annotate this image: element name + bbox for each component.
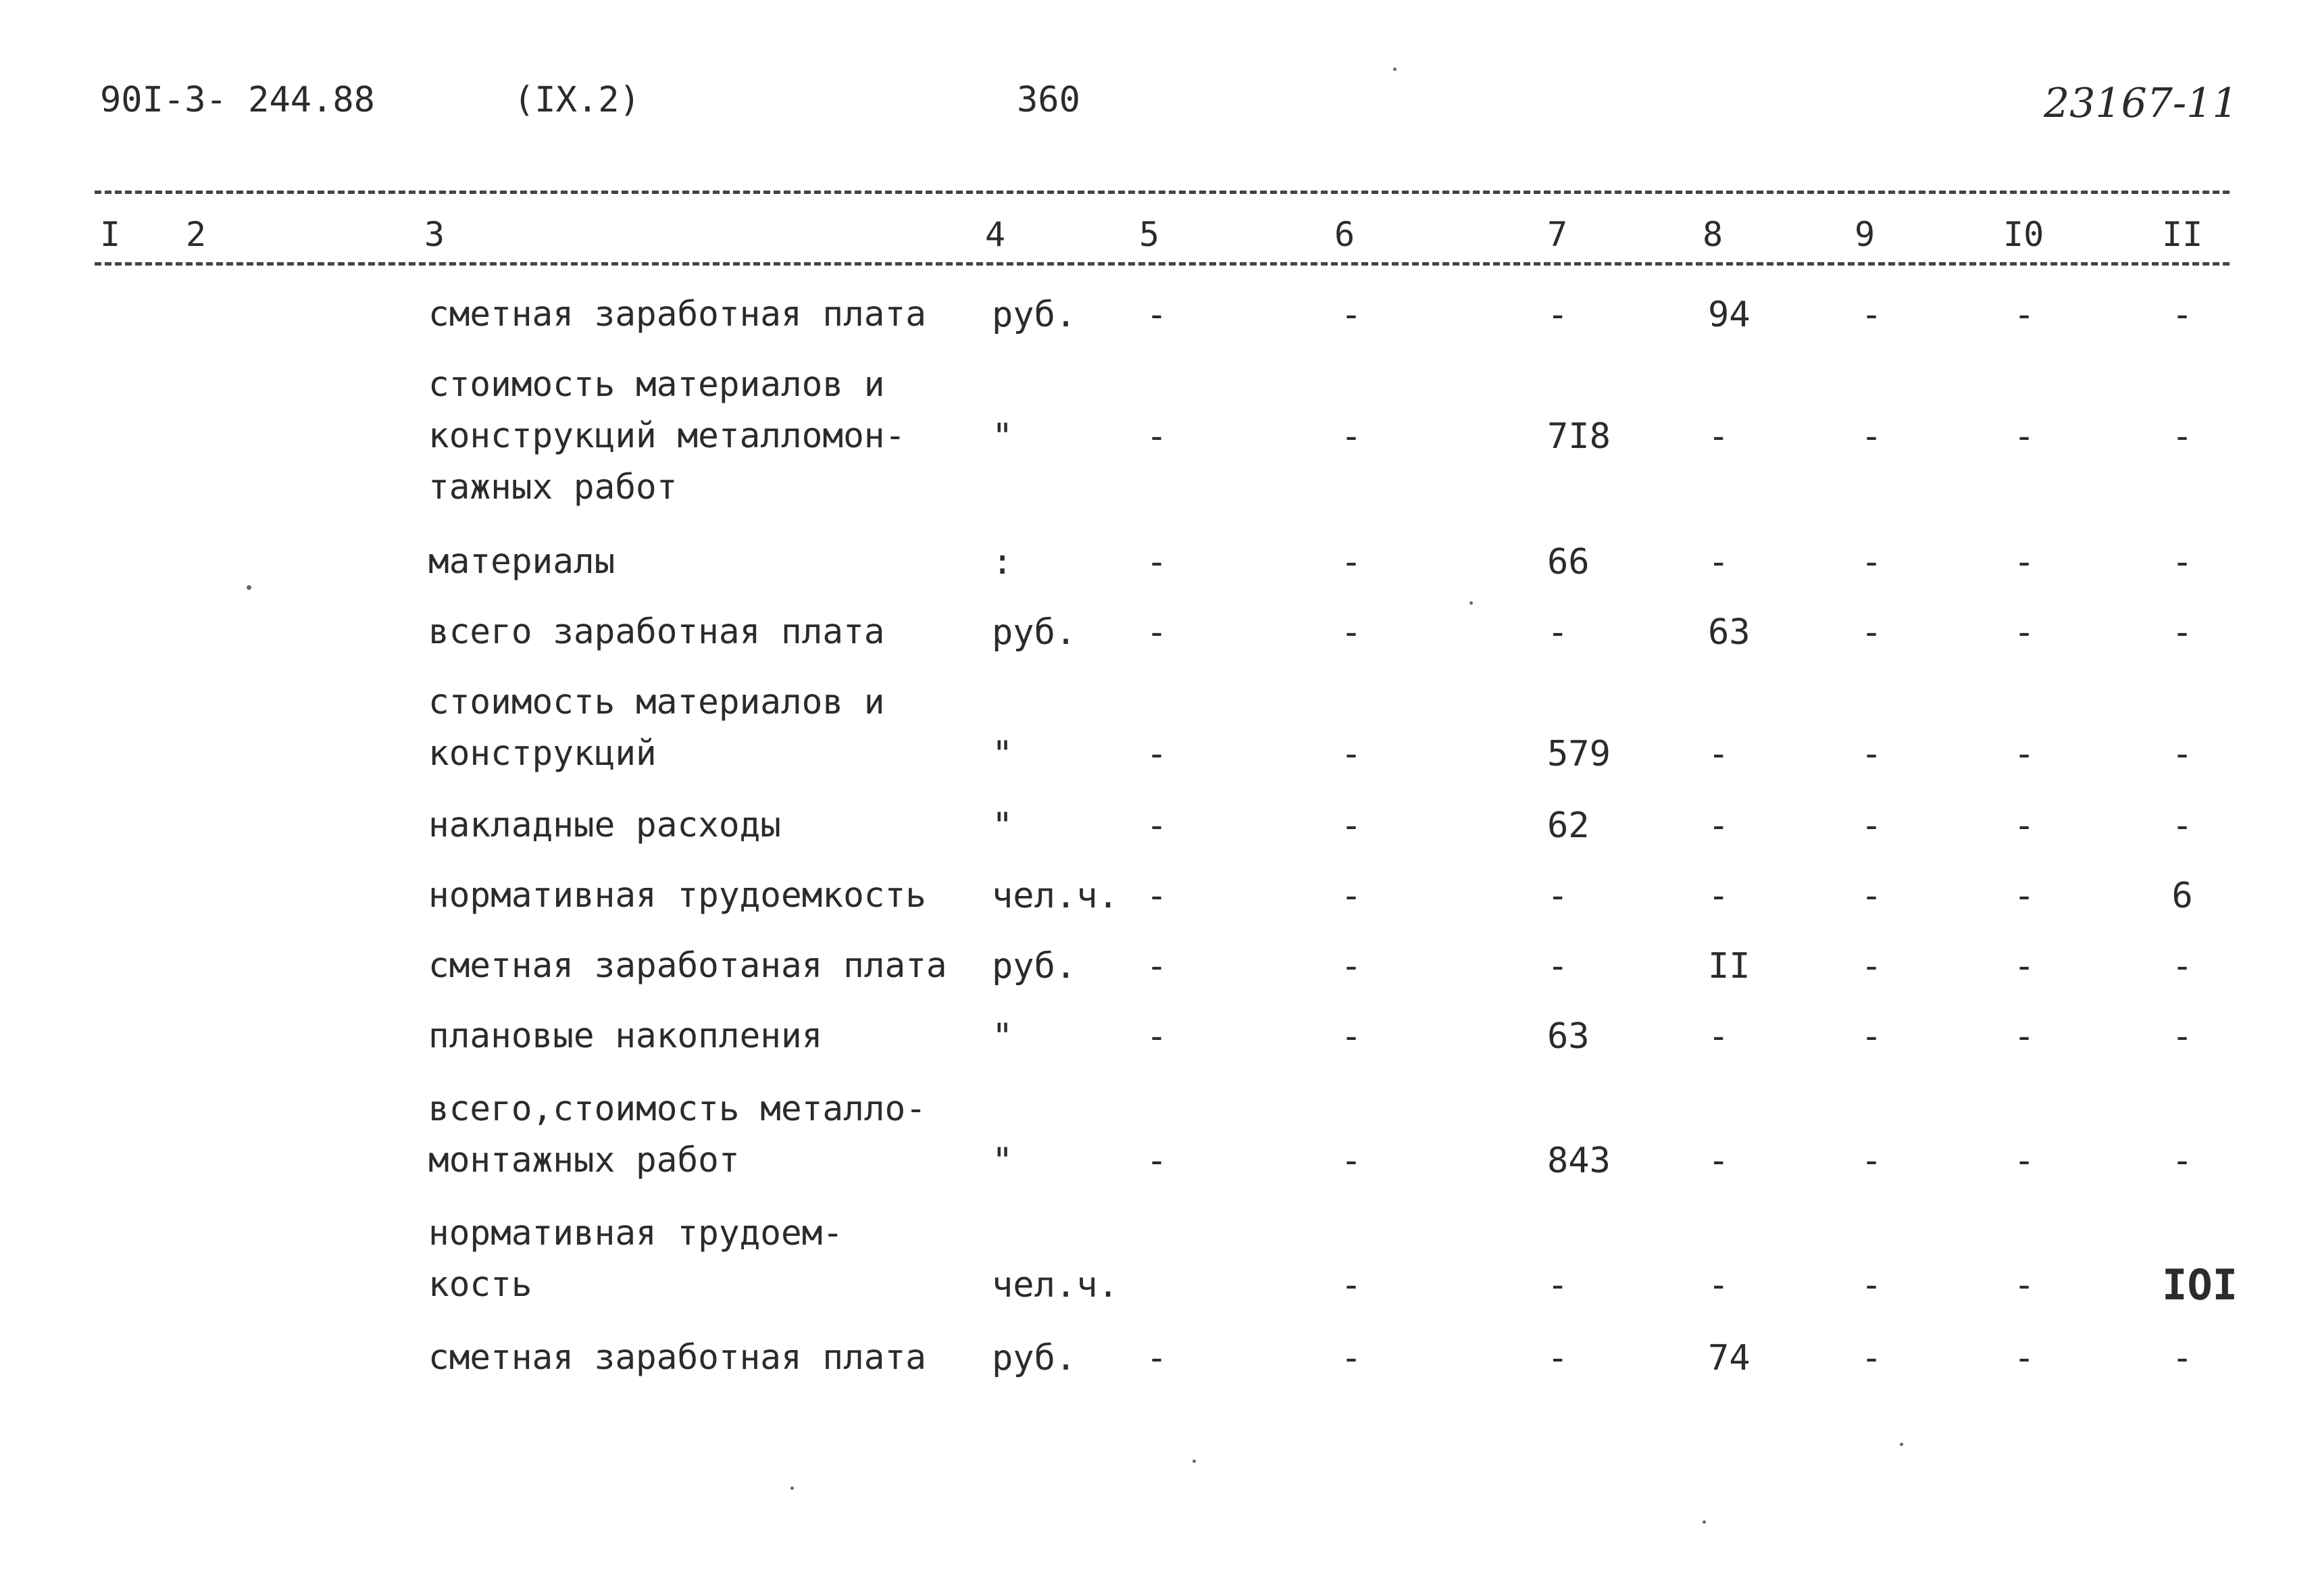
col8-cell: - xyxy=(1708,542,1730,582)
col10-cell: - xyxy=(2013,805,2035,846)
unit-cell: " xyxy=(992,805,1013,846)
col6-cell: - xyxy=(1340,1265,1362,1305)
col11-cell: - xyxy=(2171,946,2193,987)
description-line: сметная заработная плата xyxy=(428,1338,926,1378)
row-description xyxy=(428,941,982,992)
scan-speck xyxy=(1900,1443,1903,1446)
col8-cell: - xyxy=(1708,1265,1730,1305)
col10-cell: - xyxy=(2013,1338,2035,1378)
col9-cell: - xyxy=(1861,1265,1882,1305)
description-line: тажных работ xyxy=(428,468,678,507)
col10-cell: - xyxy=(2013,876,2035,916)
row-description xyxy=(428,870,982,922)
col9-cell: - xyxy=(1861,1016,1882,1057)
description-line: плановые накопления xyxy=(428,1016,823,1056)
unit-cell: руб. xyxy=(992,295,1077,335)
col6-cell: - xyxy=(1340,1141,1362,1181)
col7-cell: 66 xyxy=(1547,542,1590,582)
row-description xyxy=(428,677,982,780)
description-line: стоимость материалов и xyxy=(428,365,885,405)
col6-cell: - xyxy=(1340,734,1362,774)
column-number-5: 5 xyxy=(1139,215,1160,254)
unit-cell: " xyxy=(992,416,1013,457)
col8-cell: II xyxy=(1708,946,1751,987)
col7-cell: - xyxy=(1547,1265,1569,1305)
section-label: (IX.2) xyxy=(513,80,640,120)
col5-cell: - xyxy=(1146,612,1167,653)
column-number-10: I0 xyxy=(2003,215,2044,254)
col5-cell: - xyxy=(1146,734,1167,774)
description-line: кость xyxy=(428,1265,532,1305)
description-line: всего,стоимость металло- xyxy=(428,1089,926,1129)
column-number-2: 2 xyxy=(186,215,207,254)
description-line: конструкций металломон- xyxy=(428,416,906,456)
col10-cell: - xyxy=(2013,734,2035,774)
scan-speck xyxy=(1703,1520,1706,1524)
col9-cell: - xyxy=(1861,876,1882,916)
description-line: накладные расходы xyxy=(428,805,781,845)
col6-cell: - xyxy=(1340,1338,1362,1378)
column-header-dashed-rule xyxy=(95,262,2230,266)
col11-cell: - xyxy=(2171,1338,2193,1378)
row-description xyxy=(428,1011,982,1062)
unit-cell: : xyxy=(992,542,1013,582)
description-line: монтажных работ xyxy=(428,1141,740,1180)
description-line: конструкций xyxy=(428,734,657,774)
col9-cell: - xyxy=(1861,946,1882,987)
column-number-9: 9 xyxy=(1855,215,1876,254)
column-number-1: I xyxy=(100,215,121,254)
col5-cell: - xyxy=(1146,1338,1167,1378)
archive-stamp: 23167-11 xyxy=(2044,80,2238,127)
col10-cell: - xyxy=(2013,1265,2035,1305)
col5-cell: - xyxy=(1146,805,1167,846)
col7-cell: 579 xyxy=(1547,734,1611,774)
scan-speck xyxy=(1393,68,1397,71)
col10-cell: - xyxy=(2013,1016,2035,1057)
col9-cell: - xyxy=(1861,295,1882,335)
col11-cell: 6 xyxy=(2171,876,2193,916)
col6-cell: - xyxy=(1340,1016,1362,1057)
unit-cell: руб. xyxy=(992,1338,1077,1378)
col11-cell: - xyxy=(2171,542,2193,582)
col5-cell: - xyxy=(1146,1141,1167,1181)
col6-cell: - xyxy=(1340,876,1362,916)
col8-cell: 63 xyxy=(1708,612,1751,653)
description-line: нормативная трудоем- xyxy=(428,1214,844,1253)
col8-cell: 74 xyxy=(1708,1338,1751,1378)
col9-cell: - xyxy=(1861,805,1882,846)
col11-cell: - xyxy=(2171,1016,2193,1057)
unit-cell: руб. xyxy=(992,946,1077,987)
col9-cell: - xyxy=(1861,1338,1882,1378)
row-description xyxy=(428,800,982,851)
unit-cell: чел.ч. xyxy=(992,1265,1119,1305)
col7-cell: - xyxy=(1547,612,1569,653)
col8-cell: - xyxy=(1708,1141,1730,1181)
col10-cell: - xyxy=(2013,295,2035,335)
col8-cell: - xyxy=(1708,734,1730,774)
scan-speck xyxy=(247,585,251,590)
col9-cell: - xyxy=(1861,416,1882,457)
col7-cell: 7I8 xyxy=(1547,416,1611,457)
description-line: всего заработная плата xyxy=(428,612,885,652)
row-description xyxy=(428,289,982,341)
col6-cell: - xyxy=(1340,946,1362,987)
col6-cell: - xyxy=(1340,416,1362,457)
unit-cell: " xyxy=(992,734,1013,774)
scan-speck xyxy=(790,1487,794,1490)
col8-cell: 94 xyxy=(1708,295,1751,335)
document-code: 90I-3- 244.88 xyxy=(100,80,375,120)
col10-cell: - xyxy=(2013,416,2035,457)
col6-cell: - xyxy=(1340,542,1362,582)
col7-cell: - xyxy=(1547,946,1569,987)
row-description xyxy=(428,537,982,588)
column-number-4: 4 xyxy=(985,215,1006,254)
scan-speck xyxy=(1469,601,1473,605)
unit-cell: " xyxy=(992,1141,1013,1181)
col7-cell: 62 xyxy=(1547,805,1590,846)
col5-cell: - xyxy=(1146,1016,1167,1057)
col7-cell: - xyxy=(1547,1338,1569,1378)
col11-cell: - xyxy=(2171,416,2193,457)
column-number-8: 8 xyxy=(1703,215,1724,254)
row-description xyxy=(428,359,982,514)
column-number-3: 3 xyxy=(424,215,445,254)
column-number-6: 6 xyxy=(1334,215,1355,254)
col11-cell: - xyxy=(2171,612,2193,653)
col5-cell: - xyxy=(1146,542,1167,582)
col7-cell: 63 xyxy=(1547,1016,1590,1057)
col9-cell: - xyxy=(1861,1141,1882,1181)
description-line: стоимость материалов и xyxy=(428,682,885,722)
col5-cell: - xyxy=(1146,416,1167,457)
col7-cell: - xyxy=(1547,876,1569,916)
col11-cell: - xyxy=(2171,805,2193,846)
col10-cell: - xyxy=(2013,1141,2035,1181)
col9-cell: - xyxy=(1861,612,1882,653)
row-description xyxy=(428,1084,982,1187)
col8-cell: - xyxy=(1708,416,1730,457)
col8-cell: - xyxy=(1708,1016,1730,1057)
description-line: материалы xyxy=(428,542,615,582)
col8-cell: - xyxy=(1708,876,1730,916)
col11-cell: - xyxy=(2171,1141,2193,1181)
top-dashed-rule xyxy=(95,191,2230,194)
col10-cell: - xyxy=(2013,612,2035,653)
row-description xyxy=(428,1332,982,1384)
scan-speck xyxy=(1192,1460,1196,1463)
description-line: сметная заработная плата xyxy=(428,295,926,334)
col7-cell: 843 xyxy=(1547,1141,1611,1181)
column-number-11: II xyxy=(2162,215,2203,254)
row-description xyxy=(428,1208,982,1311)
col11-cell: - xyxy=(2171,734,2193,774)
description-line: нормативная трудоемкость xyxy=(428,876,926,916)
col9-cell: - xyxy=(1861,542,1882,582)
col11-cell: - xyxy=(2171,295,2193,335)
col11-cell: IOI xyxy=(2162,1260,2238,1310)
col10-cell: - xyxy=(2013,542,2035,582)
col5-cell: - xyxy=(1146,876,1167,916)
col5-cell: - xyxy=(1146,295,1167,335)
col9-cell: - xyxy=(1861,734,1882,774)
col6-cell: - xyxy=(1340,612,1362,653)
unit-cell: руб. xyxy=(992,612,1077,653)
col6-cell: - xyxy=(1340,805,1362,846)
col6-cell: - xyxy=(1340,295,1362,335)
unit-cell: " xyxy=(992,1016,1013,1057)
description-line: сметная заработаная плата xyxy=(428,946,947,986)
unit-cell: чел.ч. xyxy=(992,876,1119,916)
col10-cell: - xyxy=(2013,946,2035,987)
col5-cell: - xyxy=(1146,946,1167,987)
column-number-7: 7 xyxy=(1547,215,1568,254)
page-number: 360 xyxy=(1017,80,1080,120)
row-description xyxy=(428,607,982,658)
col7-cell: - xyxy=(1547,295,1569,335)
col8-cell: - xyxy=(1708,805,1730,846)
